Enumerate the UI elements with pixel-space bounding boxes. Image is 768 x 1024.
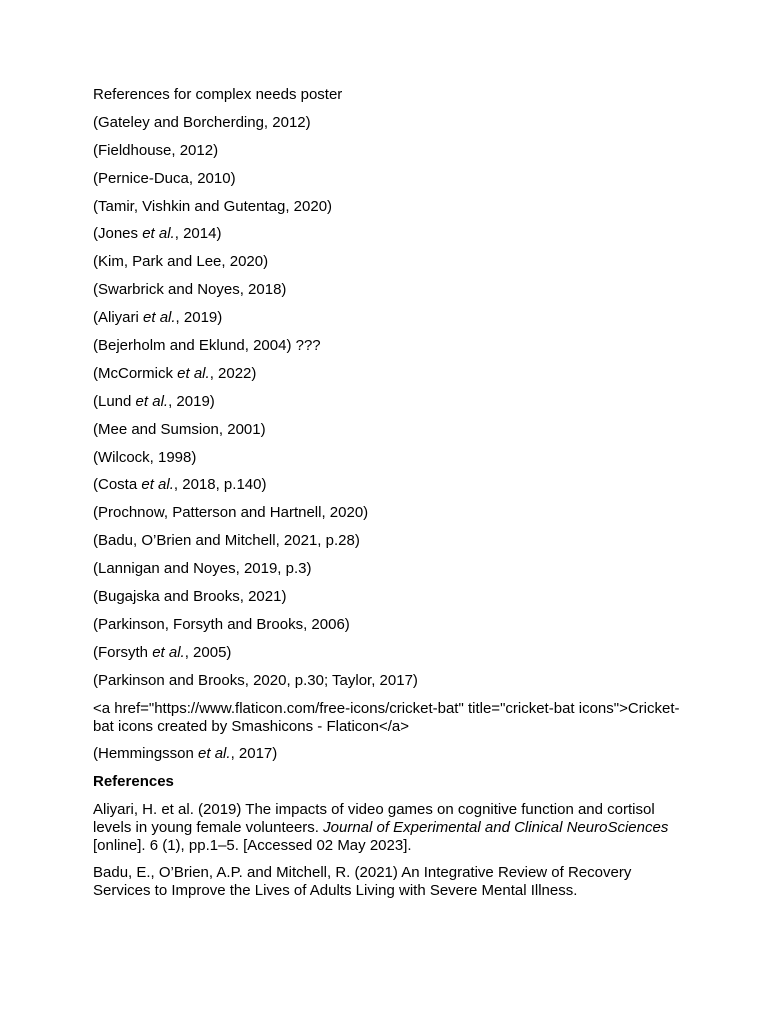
document-title: References for complex needs poster <box>93 86 343 103</box>
citation-line: (Pernice-Duca, 2010) <box>93 169 236 187</box>
reference-entry: Badu, E., O’Brien, A.P. and Mitchell, R. (2021) An Integrative Review of Recovery Services to Improve the Lives of Adults Living with Severe Mental Illness. <box>93 864 632 900</box>
citation-line: (Fieldhouse, 2012) <box>93 141 219 159</box>
citation-line: (Forsyth et al., 2005) <box>93 643 232 661</box>
citation-line: (Lannigan and Noyes, 2019, p.3) <box>93 560 312 578</box>
citation-line: (Mee and Sumsion, 2001) <box>93 420 266 438</box>
citation-line: (Badu, O’Brien and Mitchell, 2021, p.28) <box>93 532 360 550</box>
citation-line: (McCormick et al., 2022) <box>93 364 257 382</box>
citation-line: (Parkinson and Brooks, 2020, p.30; Taylor, 2017) <box>93 671 418 689</box>
citation-line: (Kim, Park and Lee, 2020) <box>93 253 269 271</box>
citation-line: (Swarbrick and Noyes, 2018) <box>93 281 287 299</box>
citation-line: (Bejerholm and Eklund, 2004) ??? <box>93 337 321 355</box>
reference-entry: Aliyari, H. et al. (2019) The impacts of video games on cognitive function and cortisol levels in young female volunteers. Journal of Experimental and Clinical NeuroSciences [online]. 6 (1), pp.1–5. [Accessed 02 May 2023]. <box>93 801 669 855</box>
citation-line: (Bugajska and Brooks, 2021) <box>93 588 287 606</box>
citation-line: (Hemmingsson et al., 2017) <box>93 745 278 763</box>
citation-line: (Tamir, Vishkin and Gutentag, 2020) <box>93 197 333 215</box>
attribution-text: <a href="https://www.flaticon.com/free-icons/cricket-bat" title="cricket-bat icons">Cricket-bat icons created by Smashicons - Flaticon</a> <box>93 699 680 735</box>
citation-line: (Parkinson, Forsyth and Brooks, 2006) <box>93 615 350 633</box>
citation-line: (Prochnow, Patterson and Hartnell, 2020) <box>93 504 369 522</box>
citation-line: (Jones et al., 2014) <box>93 225 222 243</box>
citation-line: (Wilcock, 1998) <box>93 448 197 466</box>
references-heading: References <box>93 773 174 791</box>
citation-line: (Costa et al., 2018, p.140) <box>93 476 267 494</box>
citation-line: (Aliyari et al., 2019) <box>93 309 223 327</box>
citation-line: (Lund et al., 2019) <box>93 392 215 410</box>
document-page <box>93 86 683 909</box>
citation-line: (Gateley and Borcherding, 2012) <box>93 113 311 131</box>
